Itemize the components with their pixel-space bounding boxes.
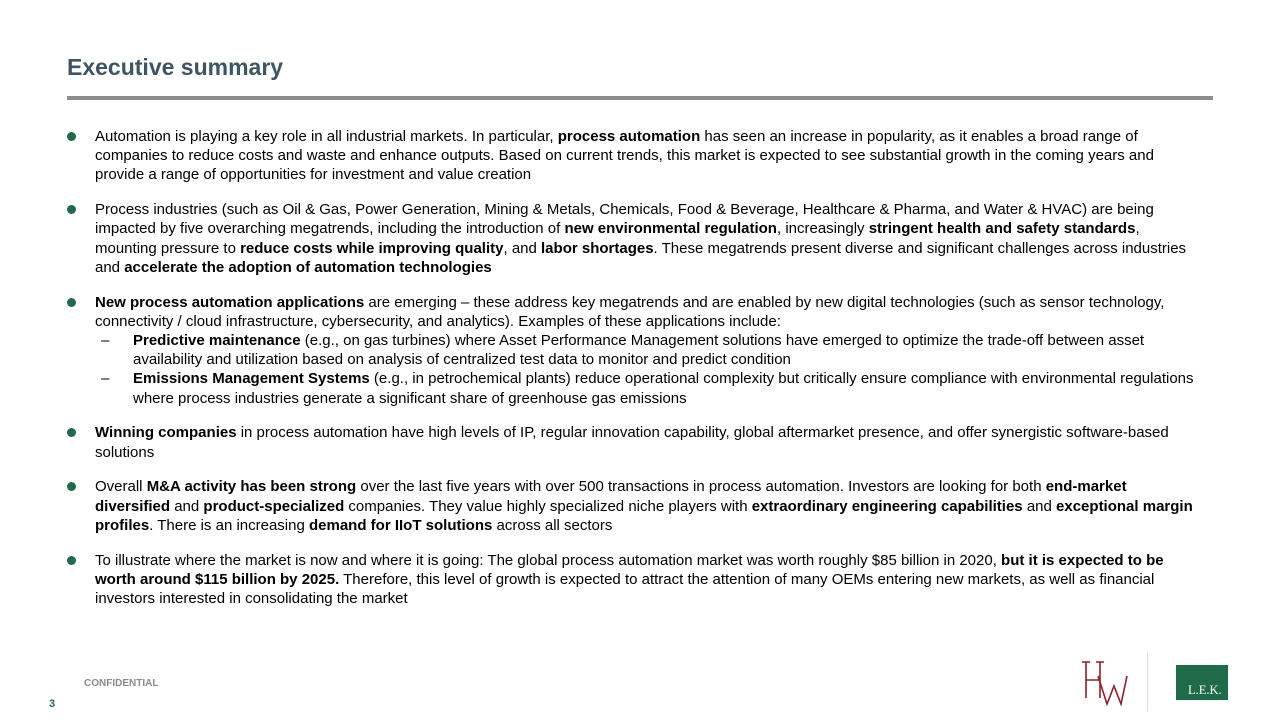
bold-text-run: stringent health and safety standards: [868, 220, 1136, 238]
bullet-dot-icon: [67, 132, 76, 141]
text-run: has seen an increase in popularity, as it enables a broad range of companies to reduce costs and waste and enhance outputs. Based on current trends, this market is expected to see substantial growth in the coming years and provide a range of opportunities for investment and value creation: [95, 128, 1154, 184]
text-run: (e.g., on gas turbines) where Asset Performance Management solutions have emerged to optimize the trade-off between asset availability and utilization based on analysis of centralized test data to monitor and predict condition: [133, 332, 1145, 369]
logo-divider: [1147, 653, 1148, 711]
bold-text-run: reduce costs while improving quality: [240, 239, 504, 257]
sub-bullet-text: [133, 332, 1144, 368]
bullet-dot-icon: [67, 428, 76, 437]
confidential-label: CONFIDENTIAL: [84, 678, 159, 689]
bold-text-run: M&A activity has been strong: [146, 478, 357, 496]
bullet-dot-icon: [67, 205, 76, 214]
bullet-text: [95, 294, 1164, 330]
bullet-text: [95, 552, 1164, 607]
text-run: , increasingly: [776, 220, 869, 238]
bold-text-run: labor shortages: [541, 239, 654, 257]
bold-text-run: new environmental regulation: [564, 220, 777, 238]
bold-text-run: New process automation applications: [95, 293, 365, 311]
text-run: across all sectors: [492, 516, 613, 534]
page-title: Executive summary: [67, 54, 284, 80]
bold-text-run: Predictive maintenance: [133, 332, 301, 350]
lek-logo-text: L.E.K.: [1188, 683, 1222, 697]
bold-text-run: product-specialized: [203, 497, 345, 515]
summary-bullet: [67, 127, 1202, 185]
bullet-dot-icon: [67, 482, 76, 491]
text-run: are emerging – these address key megatrends and are enabled by new digital technologies (such as sensor technology, connectivity / cloud infrastructure, cybersecurity, and analytics). Examples of these applications include:: [95, 293, 1165, 330]
bullet-dot-icon: [67, 298, 76, 307]
text-run: . These megatrends present diverse and significant challenges across industries and: [95, 239, 1187, 276]
bold-text-run: exceptional margin profiles: [95, 497, 1193, 534]
sub-bullet: [95, 331, 1202, 369]
text-run: and: [1022, 497, 1057, 515]
dash-icon: –: [101, 332, 110, 350]
bold-text-run: accelerate the adoption of automation technologies: [124, 258, 492, 276]
summary-bullet: [67, 477, 1202, 535]
bold-text-run: end-market diversified: [95, 478, 1127, 515]
summary-bullet: [67, 293, 1202, 408]
page-number: 3: [49, 698, 56, 710]
bullet-dot-icon: [67, 556, 76, 565]
summary-bullet: [67, 423, 1202, 461]
sub-bullet-list: [95, 331, 1202, 408]
text-run: , mounting pressure to: [95, 220, 1140, 257]
text-run: in process automation have high levels of IP, regular innovation capability, global aftermarket presence, and offer synergistic software-based solutions: [95, 424, 1169, 461]
bold-text-run: Emissions Management Systems: [133, 370, 370, 388]
bullet-text: [95, 201, 1186, 276]
title-divider: [67, 96, 1213, 100]
summary-bullet: [67, 200, 1202, 277]
text-run: over the last five years with over 500 transactions in process automation. Investors are looking for both: [356, 478, 1046, 496]
bold-text-run: Winning companies: [95, 424, 237, 442]
sub-bullet: [95, 369, 1202, 407]
text-run: , and: [503, 239, 542, 257]
bold-text-run: but it is expected to be worth around $115 billion by 2025.: [95, 551, 1164, 588]
bullet-text: [95, 128, 1154, 183]
bold-text-run: process automation: [557, 128, 701, 145]
text-run: Overall: [95, 478, 147, 496]
summary-bullet: [67, 551, 1202, 609]
text-run: (e.g., in petrochemical plants) reduce operational complexity but critically ensure compliance with environmental regulations where process industries generate a significant share of greenhouse gas emissions: [133, 370, 1194, 407]
text-run: Therefore, this level of growth is expected to attract the attention of many OEMs entering new markets, as well as financial investors interested in consolidating the market: [95, 570, 1155, 608]
text-run: To illustrate where the market is now and where it is going: The global process automation market was worth roughly $85 billion in 2020,: [95, 551, 1002, 569]
text-run: companies. They value highly specialized niche players with: [344, 497, 752, 515]
bullet-text: [95, 424, 1169, 460]
bold-text-run: extraordinary engineering capabilities: [751, 497, 1023, 515]
bold-text-run: demand for IIoT solutions: [309, 516, 493, 534]
text-run: Process industries (such as Oil & Gas, Power Generation, Mining & Metals, Chemicals, Food & Beverage, Healthcare & Pharma, and Water & HVAC) are being impacted by five overarching megatrends, including the introduction of: [95, 201, 1154, 238]
text-run: Automation is playing a key role in all industrial markets. In particular,: [95, 128, 558, 145]
lek-logo: [1176, 665, 1228, 700]
hw-logo: [1080, 660, 1128, 706]
sub-bullet-text: [133, 370, 1194, 406]
bullet-text: [95, 478, 1193, 533]
text-run: . There is an increasing: [149, 516, 309, 534]
summary-bullet-list: [67, 127, 1202, 624]
dash-icon: –: [101, 370, 110, 388]
text-run: and: [170, 497, 204, 515]
